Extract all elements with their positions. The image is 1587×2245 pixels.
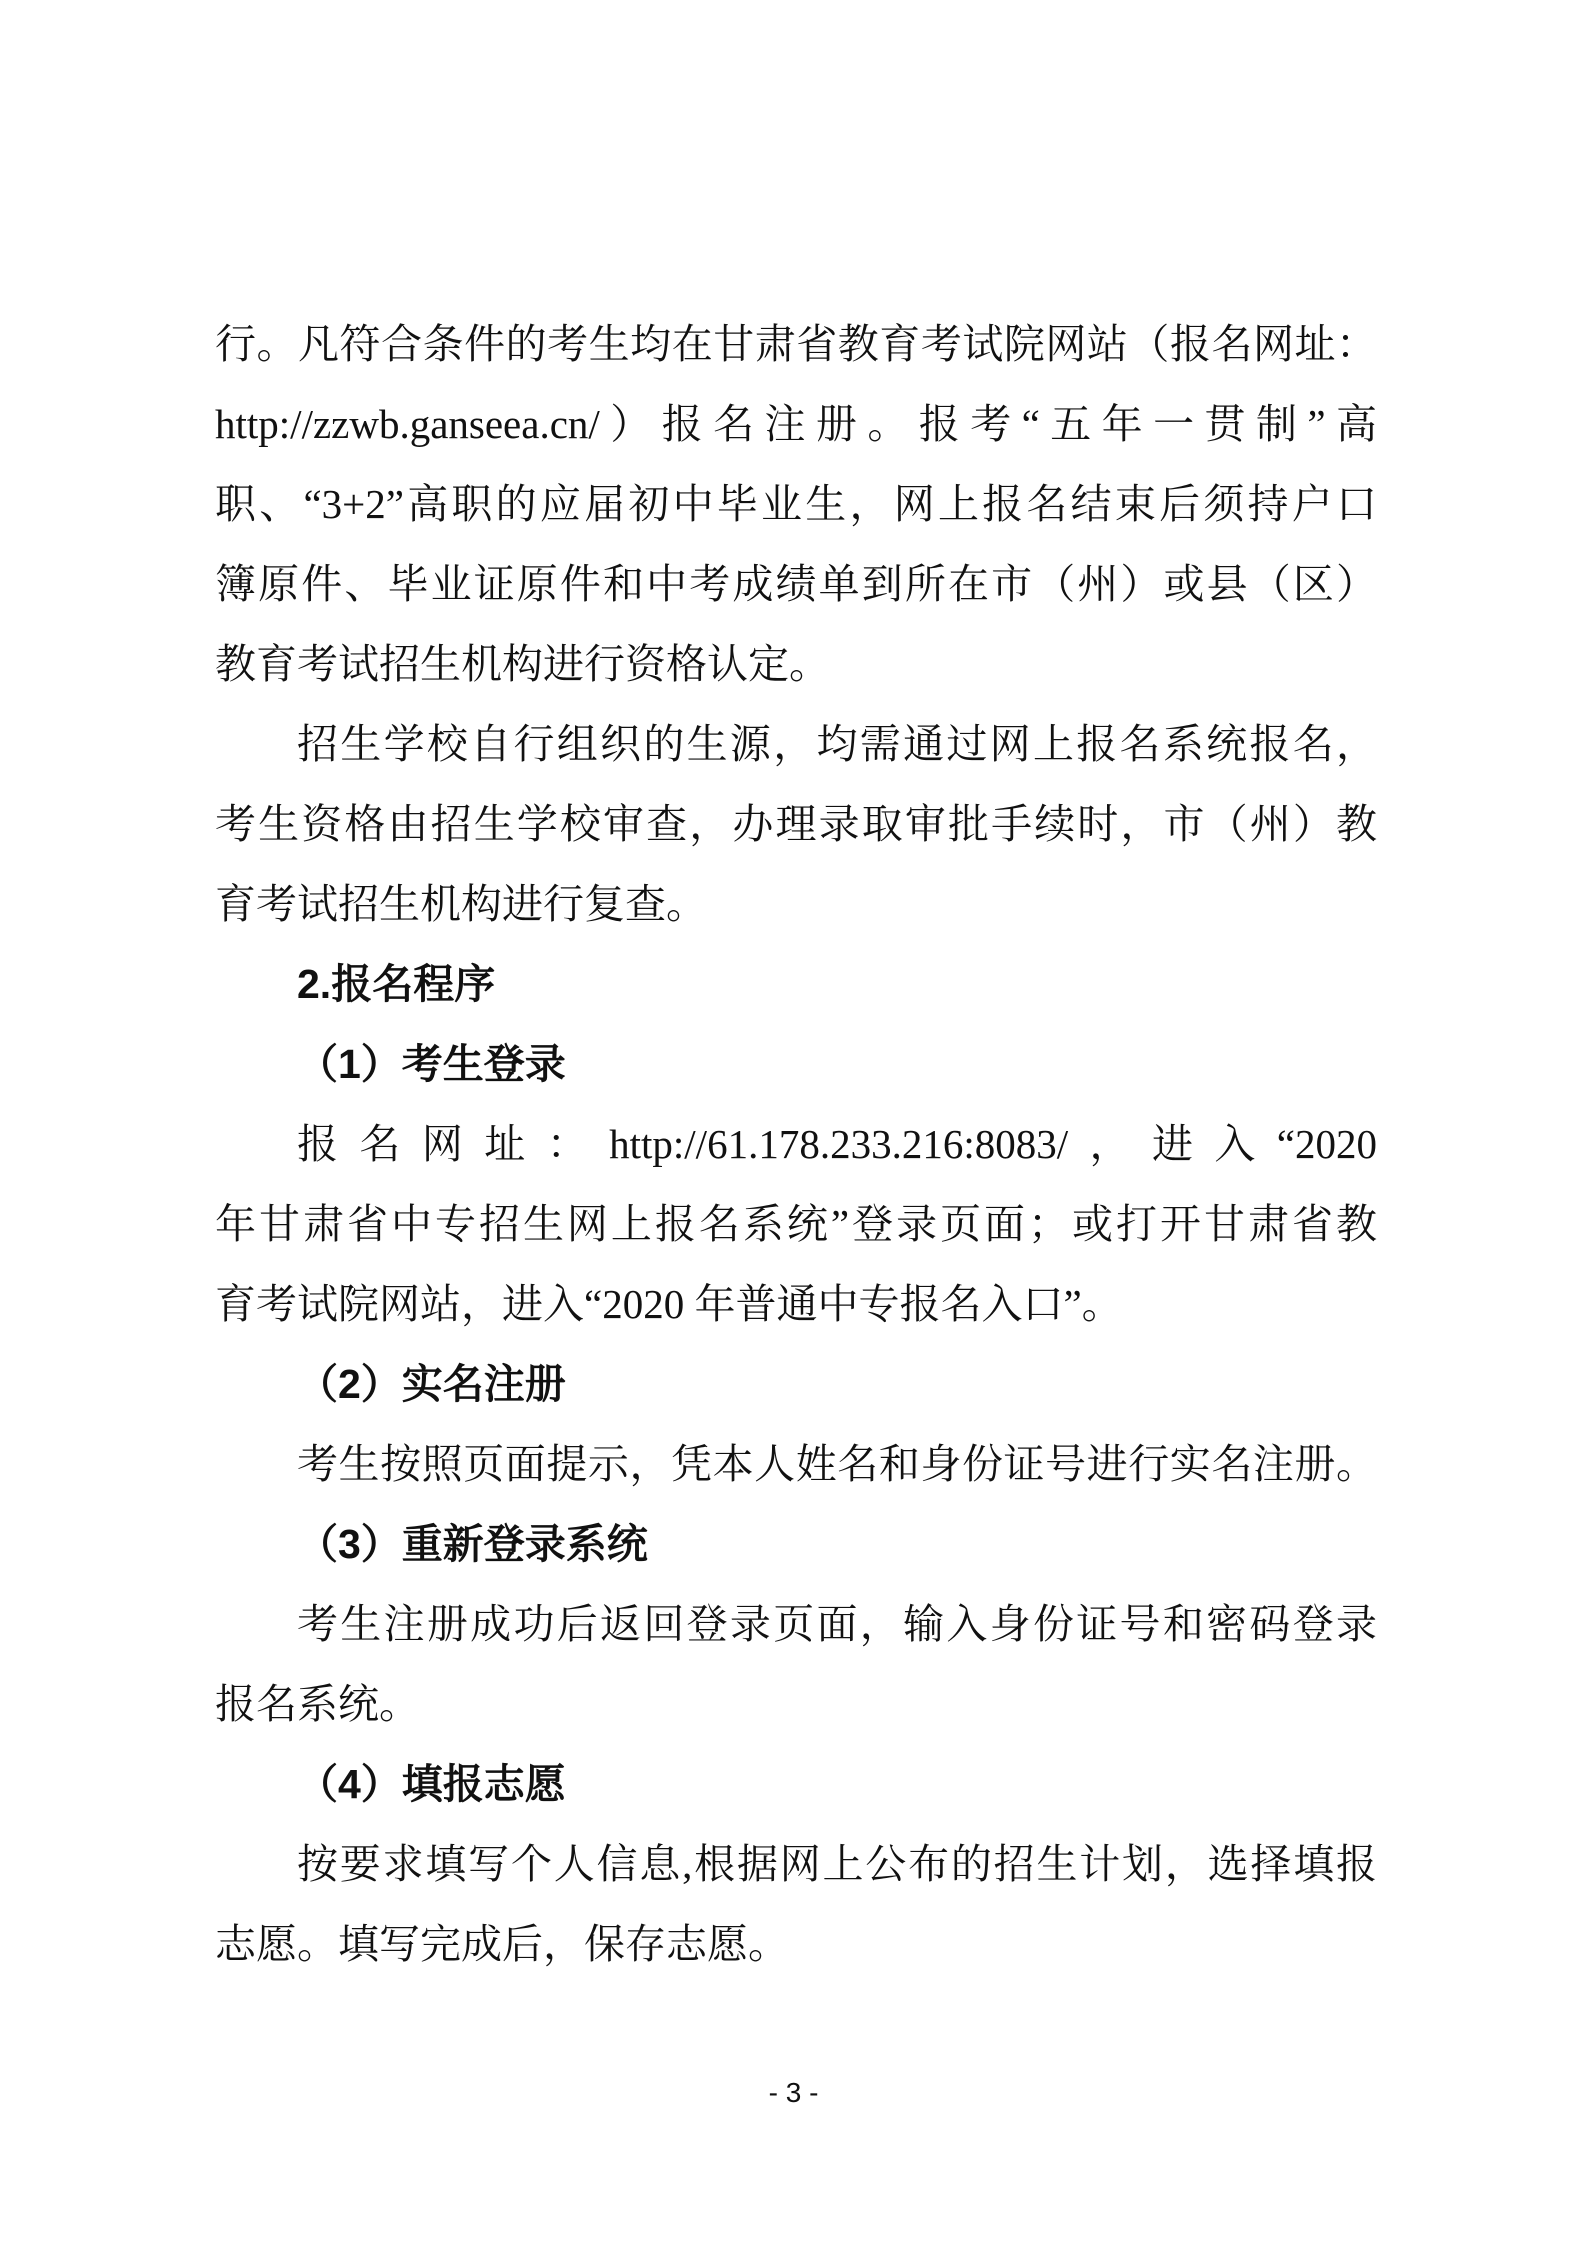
- section-heading: 2.报名程序: [297, 961, 496, 1007]
- text-line: http://zzwb.ganseea.cn/）报名注册。报考“五年一贯制”高: [215, 401, 1377, 447]
- section-heading: （2）实名注册: [297, 1361, 566, 1407]
- page-number: - 3 -: [768, 2077, 819, 2108]
- text-line: 报名网址：http://61.178.233.216:8083/，进入“2020: [297, 1121, 1377, 1167]
- section-heading: （3）重新登录系统: [297, 1521, 648, 1567]
- text-line: 育考试招生机构进行复查。: [215, 881, 707, 927]
- text-line: 考生按照页面提示，凭本人姓名和身份证号进行实名注册。: [297, 1441, 1377, 1487]
- text-line: 教育考试招生机构进行资格认定。: [215, 641, 830, 687]
- text-line: 职、“3+2”高职的应届初中毕业生，网上报名结束后须持户口: [215, 481, 1377, 527]
- text-line: 行。凡符合条件的考生均在甘肃省教育考试院网站（报名网址：: [215, 321, 1377, 367]
- text-line: 志愿。填写完成后，保存志愿。: [215, 1921, 789, 1967]
- text-line: 报名系统。: [215, 1681, 420, 1727]
- text-line: 按要求填写个人信息,根据网上公布的招生计划，选择填报: [297, 1841, 1377, 1887]
- text-line: 簿原件、毕业证原件和中考成绩单到所在市（州）或县（区）: [215, 561, 1377, 607]
- section-heading: （1）考生登录: [297, 1041, 566, 1087]
- document-body: [215, 304, 1377, 1984]
- text-line: 考生资格由招生学校审查，办理录取审批手续时，市（州）教: [215, 801, 1377, 847]
- section-heading: （4）填报志愿: [297, 1761, 566, 1807]
- text-line: 招生学校自行组织的生源，均需通过网上报名系统报名，: [297, 721, 1377, 767]
- text-line: 年甘肃省中专招生网上报名系统”登录页面；或打开甘肃省教: [215, 1201, 1377, 1247]
- text-line: 育考试院网站，进入“2020 年普通中专报名入口”。: [215, 1281, 1123, 1327]
- text-line: 考生注册成功后返回登录页面，输入身份证号和密码登录: [297, 1601, 1377, 1647]
